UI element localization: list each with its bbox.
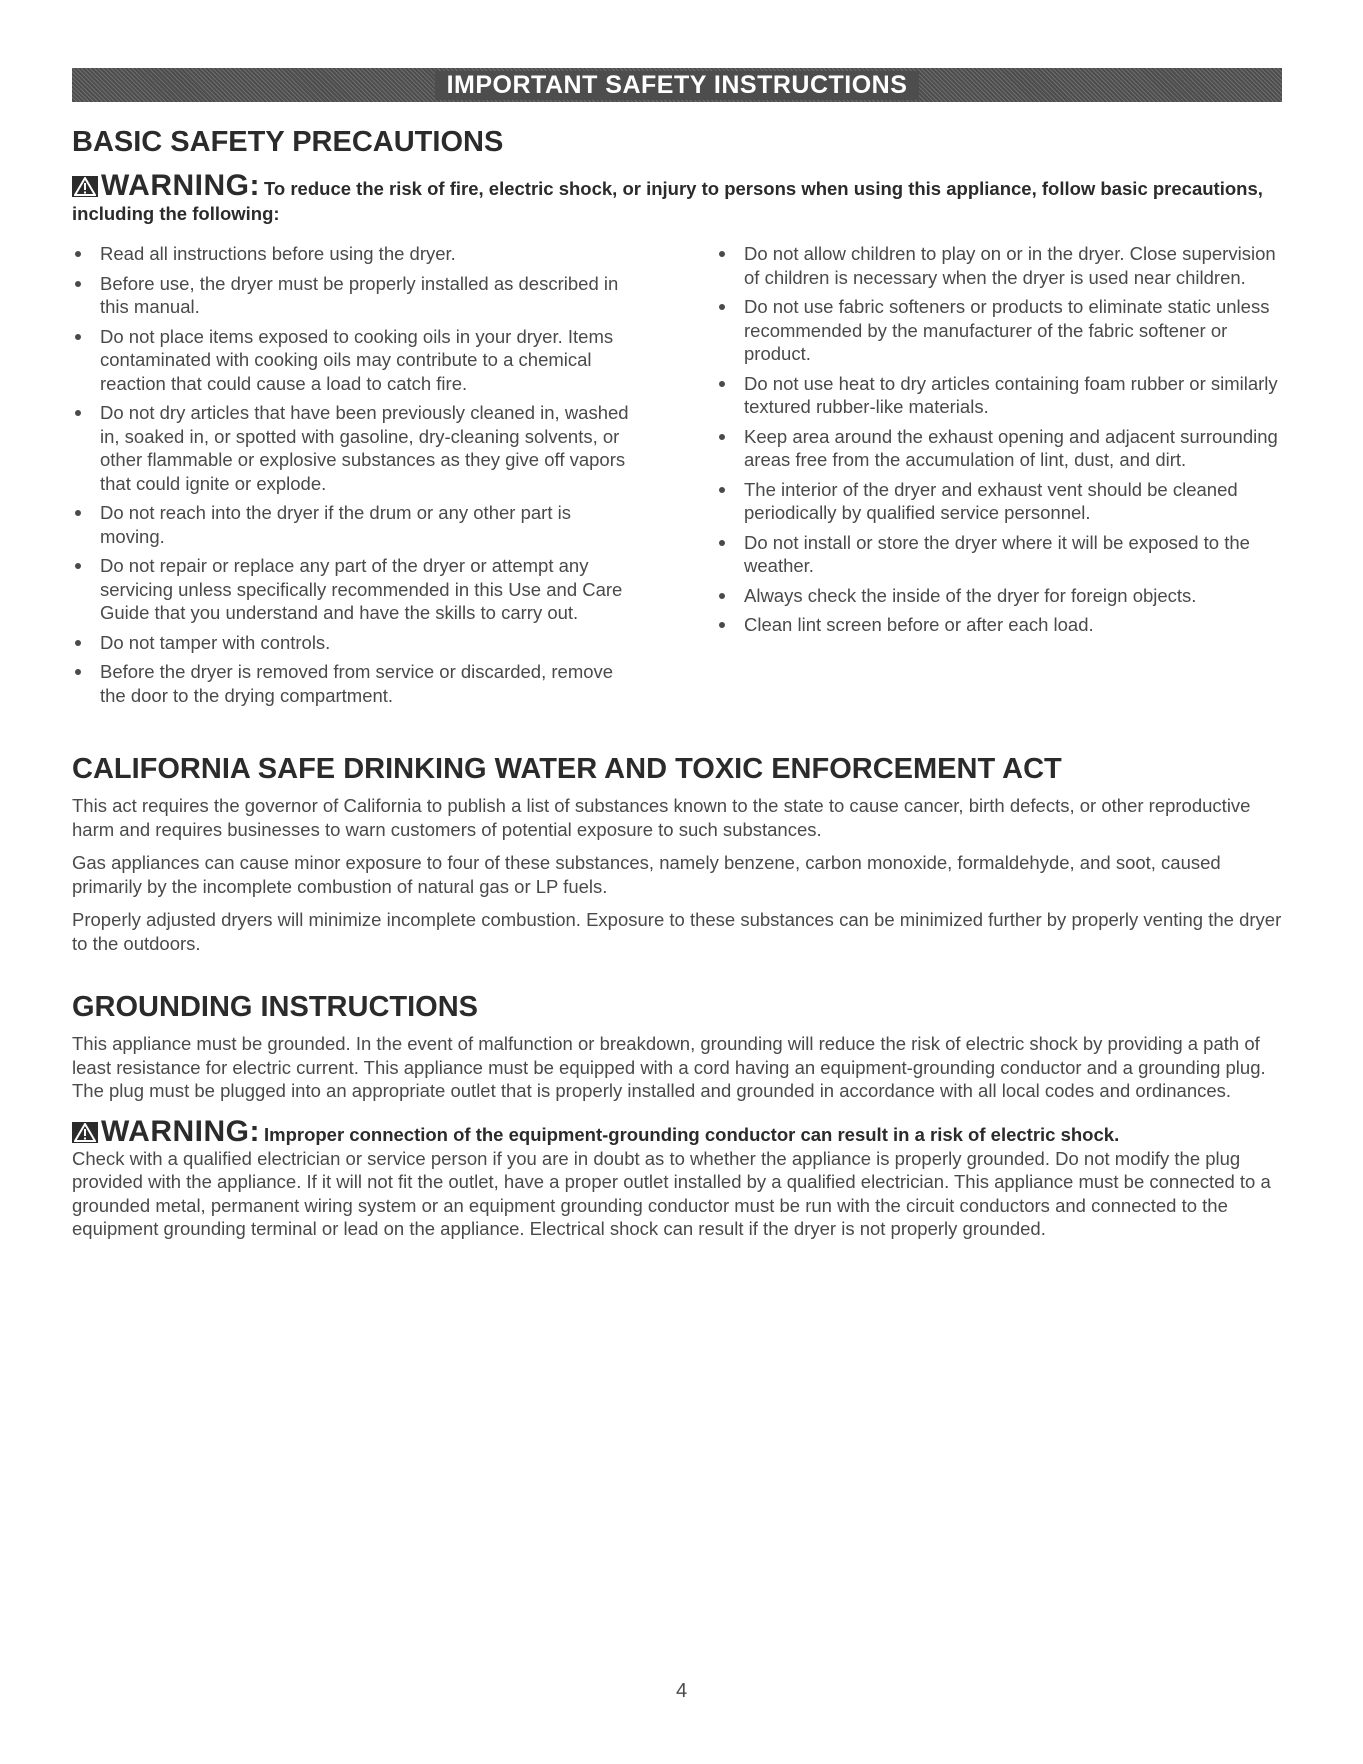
- warning-triangle-icon: [72, 176, 98, 197]
- list-item: The interior of the dryer and exhaust vent should be cleaned periodically by qualified service personnel.: [716, 478, 1282, 525]
- grounding-warning-block: [72, 1114, 1282, 1241]
- list-item: Do not use fabric softeners or products to eliminate static unless recommended by the manufacturer of the fabric softener or product.: [716, 295, 1282, 366]
- list-item: Before the dryer is removed from service or discarded, remove the door to the drying compartment.: [72, 660, 632, 707]
- list-item: Keep area around the exhaust opening and adjacent surrounding areas free from the accumulation of lint, dust, and dirt.: [716, 425, 1282, 472]
- california-paragraph: This act requires the governor of California to publish a list of substances known to the state to cause cancer, birth defects, or other reproductive harm and requires businesses to warn customers of potential exposure to such substances.: [72, 795, 1251, 840]
- bullet-icon: [75, 251, 81, 257]
- list-item: Always check the inside of the dryer for foreign objects.: [716, 584, 1282, 608]
- grounding-warning-body: Check with a qualified electrician or service person if you are in doubt as to whether the appliance is properly grounded. Do not modify the plug provided with the appliance. If it will not fit the outlet, have a proper outlet installed by a qualified electrician. This appliance must be connected to a grounded metal, permanent wiring system or an equipment grounding conductor must be run with the circuit conductors and connected to the equipment grounding terminal or lead on the appliance. Electrical shock can result if the dryer is not properly grounded.: [72, 1147, 1271, 1239]
- warning-word: WARNING:: [101, 1114, 260, 1148]
- bullet-icon: [719, 540, 725, 546]
- precautions-left-list: [72, 242, 632, 707]
- warning-triangle-icon: [72, 1122, 98, 1143]
- list-item: Clean lint screen before or after each load.: [716, 613, 1282, 637]
- banner-title: IMPORTANT SAFETY INSTRUCTIONS: [435, 71, 920, 100]
- warning-word: WARNING:: [101, 169, 260, 202]
- california-act-heading: CALIFORNIA SAFE DRINKING WATER AND TOXIC ENFORCEMENT ACT: [72, 753, 1062, 785]
- california-paragraph: Gas appliances can cause minor exposure to four of these substances, namely benzene, carbon monoxide, formaldehyde, and soot, caused primarily by the incomplete combustion of natural gas or LP fuels.: [72, 852, 1221, 897]
- bullet-icon: [719, 487, 725, 493]
- basic-safety-heading: BASIC SAFETY PRECAUTIONS: [72, 126, 504, 158]
- list-item: Do not tamper with controls.: [72, 631, 632, 655]
- grounding-paragraph: This appliance must be grounded. In the event of malfunction or breakdown, grounding will reduce the risk of electric shock by providing a path of least resistance for electric current. This appliance must be equipped with a cord having an equipment-grounding conductor and a grounding plug. The plug must be plugged into an appropriate outlet that is properly installed and grounded in accordance with all local codes and ordinances.: [72, 1033, 1266, 1101]
- list-item: Before use, the dryer must be properly installed as described in this manual.: [72, 272, 632, 319]
- list-item: Do not install or store the dryer where it will be exposed to the weather.: [716, 531, 1282, 578]
- warning-text: To reduce the risk of fire, electric shock, or injury to persons when using this appliance, follow basic precautions, including the following:: [72, 178, 1263, 224]
- bullet-icon: [75, 334, 81, 340]
- safety-banner: [72, 68, 1282, 102]
- precautions-columns: [72, 242, 1282, 713]
- warning-text: Improper connection of the equipment-grounding conductor can result in a risk of electric shock.: [263, 1123, 1120, 1145]
- manual-page: [72, 68, 1282, 1241]
- basic-safety-warning: [72, 169, 1282, 226]
- grounding-heading: GROUNDING INSTRUCTIONS: [72, 991, 478, 1023]
- bullet-icon: [75, 281, 81, 287]
- california-paragraph: Properly adjusted dryers will minimize incomplete combustion. Exposure to these substances can be minimized further by properly venting the dryer to the outdoors.: [72, 909, 1282, 954]
- bullet-icon: [75, 640, 81, 646]
- bullet-icon: [75, 669, 81, 675]
- list-item: Read all instructions before using the dryer.: [72, 242, 632, 266]
- list-item: Do not allow children to play on or in the dryer. Close supervision of children is necessary when the dryer is used near children.: [716, 242, 1282, 289]
- bullet-icon: [75, 563, 81, 569]
- bullet-icon: [75, 410, 81, 416]
- precautions-right-column: [716, 242, 1282, 713]
- page-number: 4: [675, 1680, 688, 1702]
- list-item: Do not reach into the dryer if the drum or any other part is moving.: [72, 501, 632, 548]
- bullet-icon: [75, 510, 81, 516]
- bullet-icon: [719, 304, 725, 310]
- list-item: Do not dry articles that have been previously cleaned in, washed in, soaked in, or spotted with gasoline, dry-cleaning solvents, or other flammable or explosive substances as they give off vapors that could ignite or explode.: [72, 401, 632, 495]
- precautions-left-column: [72, 242, 632, 713]
- bullet-icon: [719, 593, 725, 599]
- list-item: Do not place items exposed to cooking oils in your dryer. Items contaminated with cooking oils may contribute to a chemical reaction that could cause a load to catch fire.: [72, 325, 632, 396]
- bullet-icon: [719, 251, 725, 257]
- bullet-icon: [719, 434, 725, 440]
- list-item: Do not use heat to dry articles containing foam rubber or similarly textured rubber-like materials.: [716, 372, 1282, 419]
- bullet-icon: [719, 622, 725, 628]
- grounding-warning: [72, 1114, 1282, 1148]
- bullet-icon: [719, 381, 725, 387]
- precautions-right-list: [716, 242, 1282, 637]
- list-item: Do not repair or replace any part of the dryer or attempt any servicing unless specifically recommended in this Use and Care Guide that you understand and have the skills to carry out.: [72, 554, 632, 625]
